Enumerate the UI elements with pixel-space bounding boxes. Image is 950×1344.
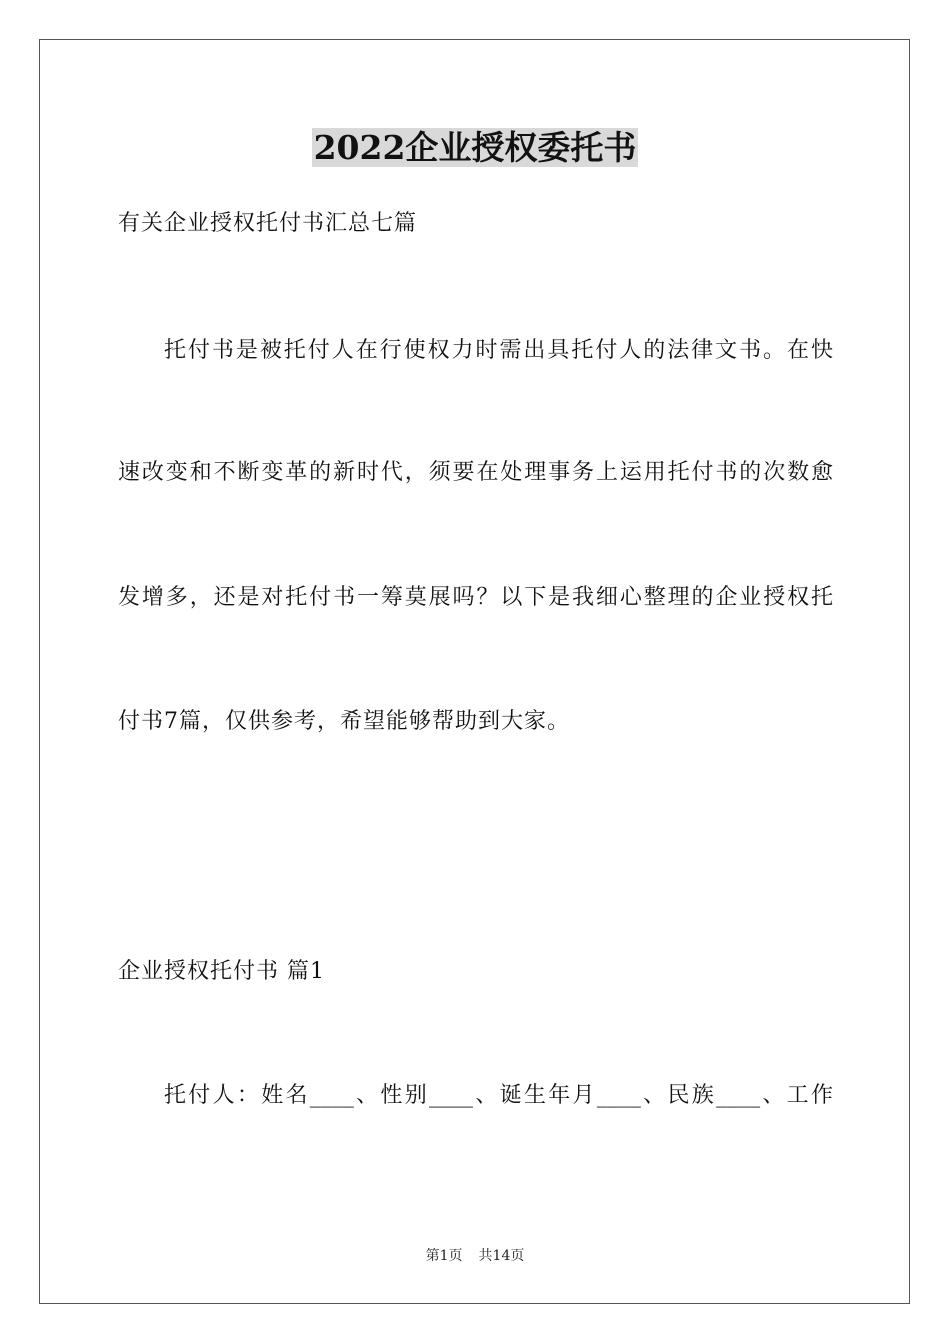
page-number: 第1页 xyxy=(425,1248,463,1264)
intro-line-3: 发增多，还是对托付书一筹莫展吗？以下是我细心整理的企业授权托 xyxy=(118,585,833,610)
form-line: 托付人：姓名____、性别____、诞生年月____、民族____、工作 xyxy=(164,1083,833,1108)
page-footer xyxy=(0,1247,950,1265)
document-title-text: 2022企业授权委托书 xyxy=(313,128,637,167)
intro-line-1: 托付书是被托付人在行使权力时需出具托付人的法律文书。在快 xyxy=(164,338,833,363)
document-title xyxy=(0,126,950,170)
intro-line-2: 速改变和不断变革的新时代，须要在处理事务上运用托付书的次数愈 xyxy=(118,460,833,485)
section-heading: 企业授权托付书 篇1 xyxy=(118,959,325,984)
intro-line-4: 付书7篇，仅供参考，希望能够帮助到大家。 xyxy=(118,709,570,734)
page-total: 共14页 xyxy=(478,1248,525,1264)
document-subtitle: 有关企业授权托付书汇总七篇 xyxy=(118,211,418,236)
